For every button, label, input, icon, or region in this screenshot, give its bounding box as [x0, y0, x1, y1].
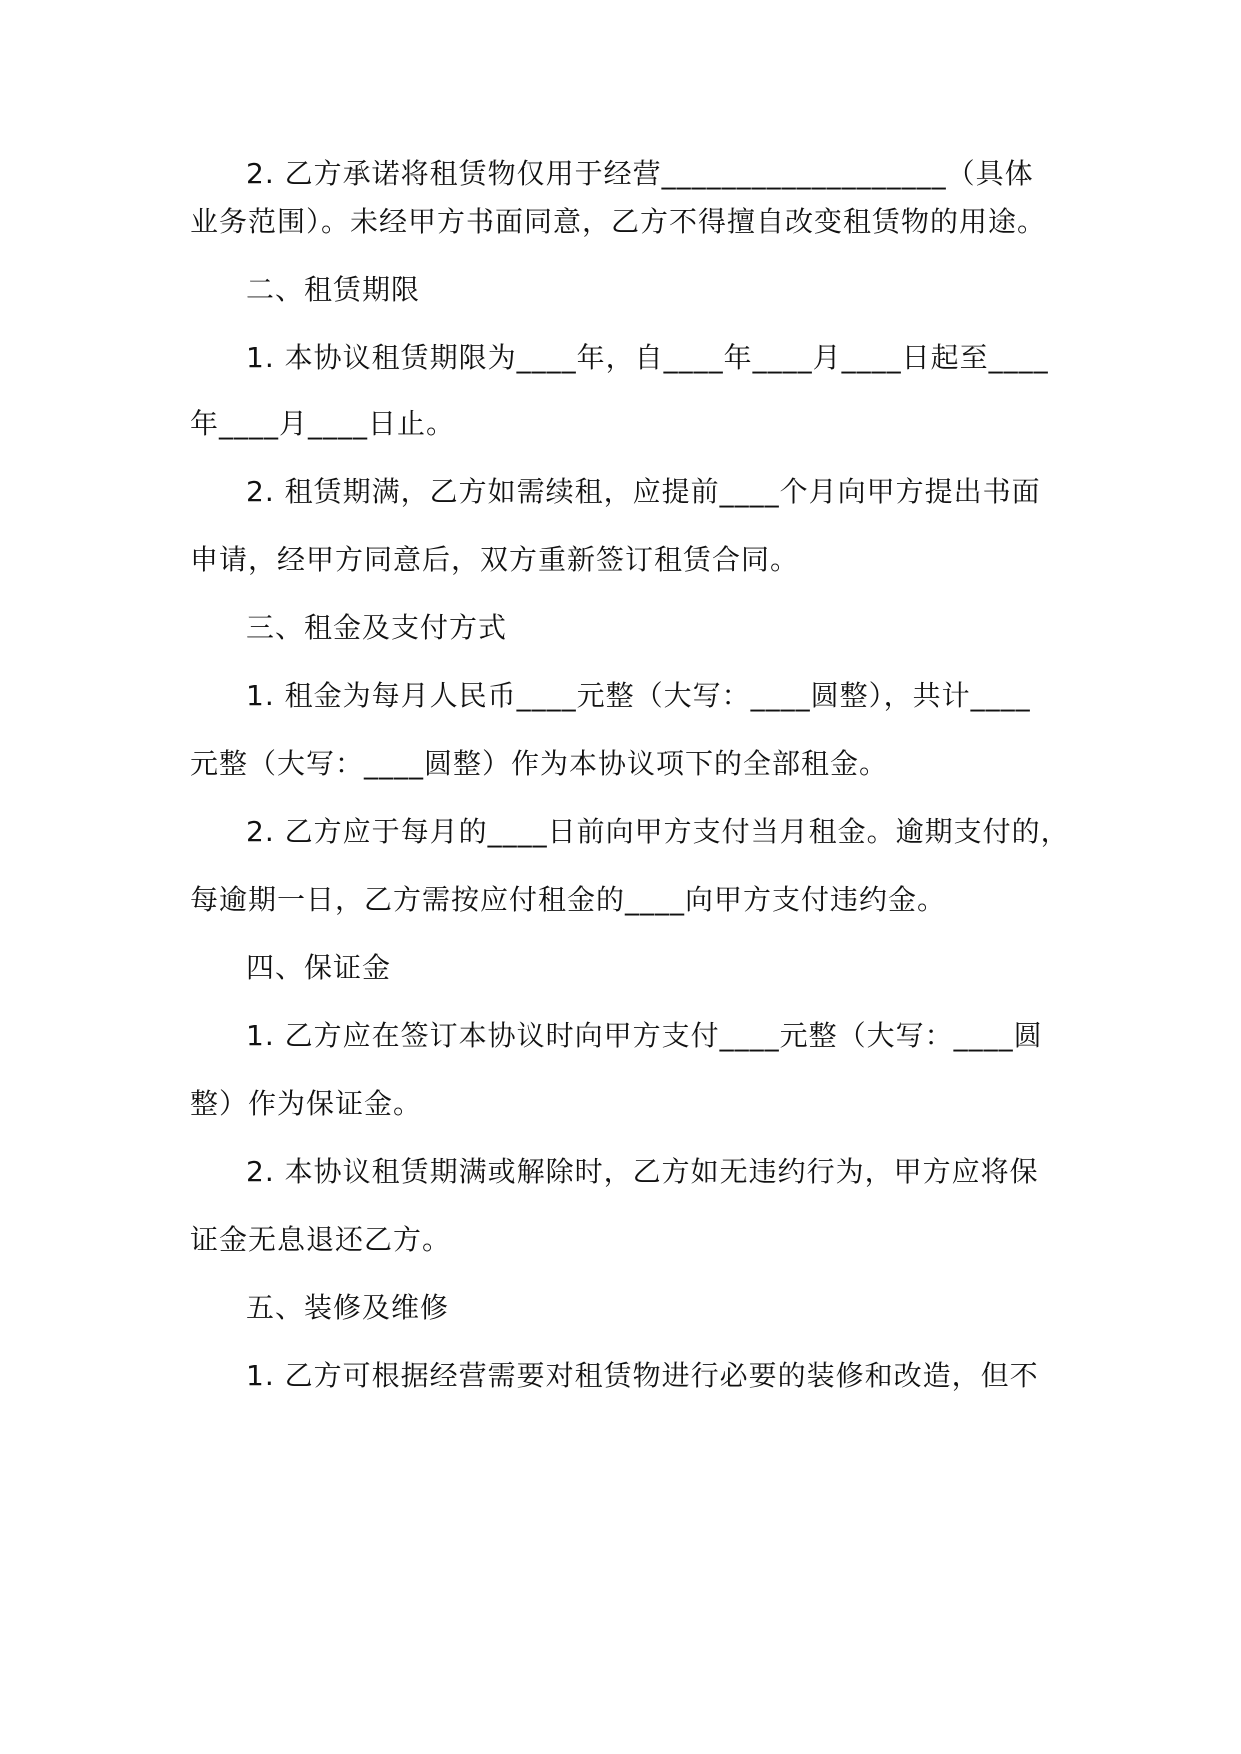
section-heading-deposit: 四、保证金 [246, 951, 392, 984]
deposit-clause-1-line-1: 1. 乙方应在签订本协议时向甲方支付____元整（大写：____圆 [246, 1019, 1043, 1052]
lease-term-clause-1-line-2: 年____月____日止。 [190, 407, 456, 440]
deposit-clause-2-line-1: 2. 本协议租赁期满或解除时，乙方如无违约行为，甲方应将保 [246, 1155, 1039, 1188]
lease-term-clause-2-line-1: 2. 租赁期满，乙方如需续租，应提前____个月向甲方提出书面 [246, 475, 1041, 508]
clause-2-usage-line-1: 2. 乙方承诺将租赁物仅用于经营___________________（具体 [246, 157, 1034, 190]
deposit-clause-1-line-2: 整）作为保证金。 [190, 1087, 423, 1120]
lease-term-clause-1-line-1: 1. 本协议租赁期限为____年，自____年____月____日起至____ [246, 341, 1049, 374]
rent-clause-2-line-2: 每逾期一日，乙方需按应付租金的____向甲方支付违约金。 [190, 883, 947, 916]
clause-2-usage-line-2: 业务范围）。未经甲方书面同意，乙方不得擅自改变租赁物的用途。 [190, 205, 1047, 238]
rent-clause-1-line-1: 1. 租金为每月人民币____元整（大写：____圆整），共计____ [246, 679, 1031, 712]
section-heading-lease-term: 二、租赁期限 [246, 273, 421, 306]
decoration-clause-1-line-1: 1. 乙方可根据经营需要对租赁物进行必要的装修和改造，但不 [246, 1359, 1039, 1392]
deposit-clause-2-line-2: 证金无息退还乙方。 [190, 1223, 452, 1256]
section-heading-rent-payment: 三、租金及支付方式 [246, 611, 508, 644]
rent-clause-2-line-1: 2. 乙方应于每月的____日前向甲方支付当月租金。逾期支付的， [246, 815, 1070, 848]
rent-clause-1-line-2: 元整（大写：____圆整）作为本协议项下的全部租金。 [190, 747, 889, 780]
section-heading-decoration-repair: 五、装修及维修 [246, 1291, 450, 1324]
lease-term-clause-2-line-2: 申请，经甲方同意后，双方重新签订租赁合同。 [190, 543, 800, 576]
